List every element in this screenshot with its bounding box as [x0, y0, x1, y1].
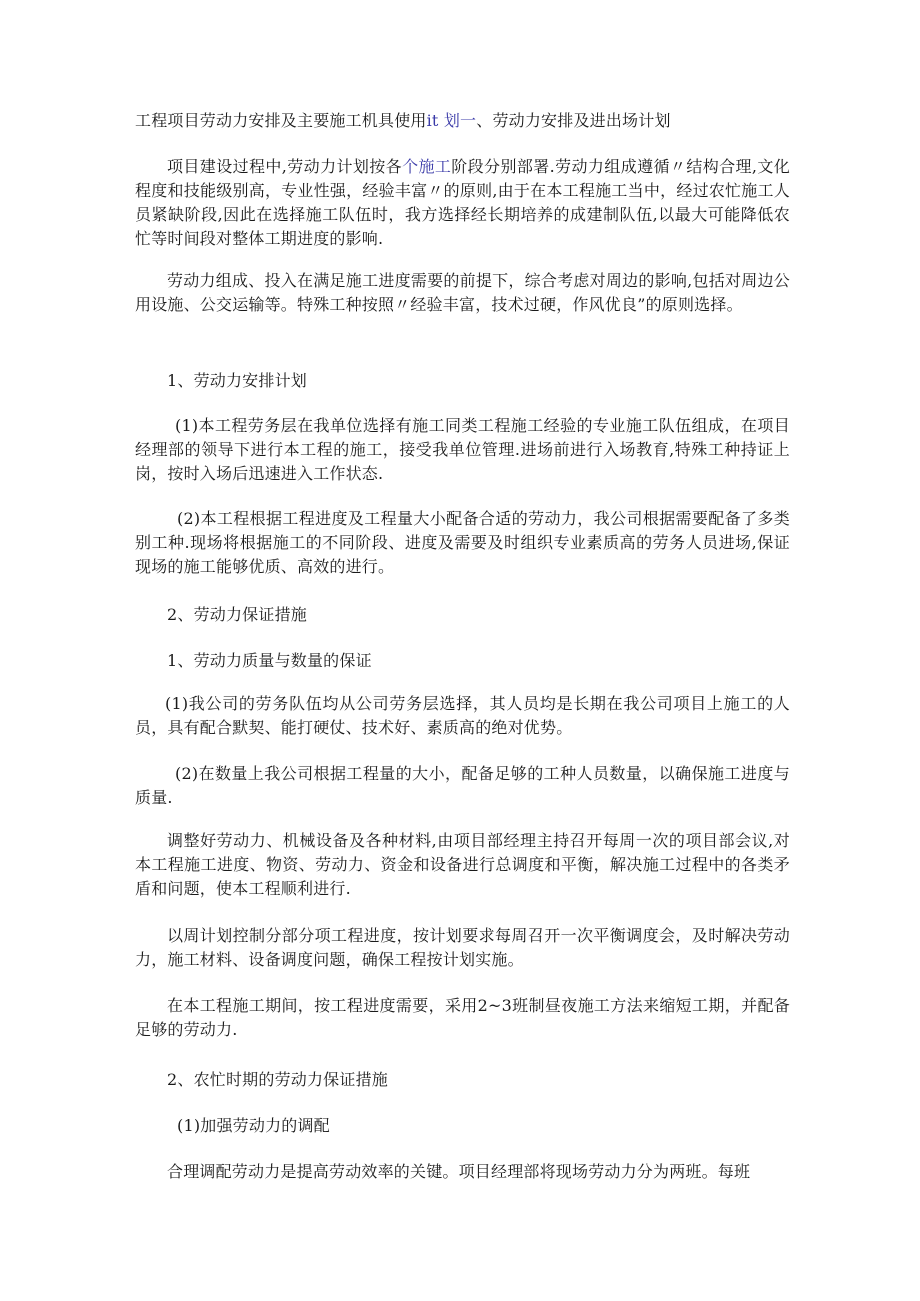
paragraph-coordination: 调整好劳动力、机械设备及各种材料,由项目部经理主持召开每周一次的项目部会议,对本工程施工进度、物资、劳动力、资金和设备进行总调度和平衡，解决施工过程中的各类矛盾和问题，使本工程顺利进行. — [135, 831, 790, 898]
paragraph-intro: 项目建设过程中,劳动力计划按各个施工阶段分别部署.劳动力组成遵循〃结构合理,文化程度和技能级别高，专业性强，经验丰富〃的原则,由于在本工程施工当中，经过农忙施工人员紧缺阶段,因此在选择施工队伍时，我方选择经长期培养的成建制队伍,以最大可能降低农忙等时间段对整体工期进度的影响. — [135, 157, 790, 248]
heading-busy-season: 2、农忙时期的劳动力保证措施 — [167, 1070, 388, 1089]
paragraph-allocation: 合理调配劳动力是提高劳动效率的关键。项目经理部将现场劳动力分为两班。每班 — [167, 1162, 751, 1181]
paragraph-guarantee-item-1: (1)我公司的劳务队伍均从公司劳务层选择，其人员均是长期在我公司项目上施工的人员，具有配合默契、能打硬仗、技术好、素质高的绝对优势。 — [135, 694, 790, 737]
heading-labor-guarantee: 2、劳动力保证措施 — [167, 605, 307, 624]
paragraph-weekly-plan: 以周计划控制分部分项工程进度，按计划要求每周召开一次平衡调度会，及时解决劳动力，施工材料、设备调度问题，确保工程按计划实施。 — [135, 926, 790, 969]
paragraph-guarantee-item-2: (2)在数量上我公司根据工程量的大小，配备足够的工种人员数量，以确保施工进度与质量. — [135, 764, 790, 807]
heading-labor-plan: 1、劳动力安排计划 — [167, 371, 307, 390]
paragraph-shift-schedule: 在本工程施工期间，按工程进度需要，采用2~3班制昼夜施工方法来缩短工期，并配备足够的劳动力. — [135, 996, 790, 1039]
paragraph-plan-item-2: (2)本工程根据工程进度及工程量大小配备合适的劳动力，我公司根据需要配备了多类别工种.现场将根据施工的不同阶段、进度及需要及时组织专业素质高的劳务人员进场,保证现场的施工能够优质、高效的进行。 — [135, 509, 790, 576]
title-link-text: it 划一 — [426, 111, 477, 130]
heading-strengthen-allocation: (1)加强劳动力的调配 — [177, 1116, 330, 1135]
paragraph-workforce-composition: 劳动力组成、投入在满足施工进度需要的前提下，综合考虑对周边的影响,包括对周边公用设施、公交运输等。特殊工种按照〃经验丰富，技术过硬，作风优良”的原则选择。 — [135, 271, 790, 314]
intro-link-text: 个施工 — [402, 157, 452, 176]
document-title: 工程项目劳动力安排及主要施工机具使用it 划一、劳动力安排及进出场计划 — [135, 111, 671, 130]
heading-quality-quantity: 1、劳动力质量与数量的保证 — [167, 651, 372, 670]
paragraph-plan-item-1: (1)本工程劳务层在我单位选择有施工同类工程施工经验的专业施工队伍组成，在项目经理部的领导下进行本工程的施工，接受我单位管理.进场前进行入场教育,特殊工种持证上岗，按时入场后迅速进入工作状态. — [135, 416, 790, 483]
